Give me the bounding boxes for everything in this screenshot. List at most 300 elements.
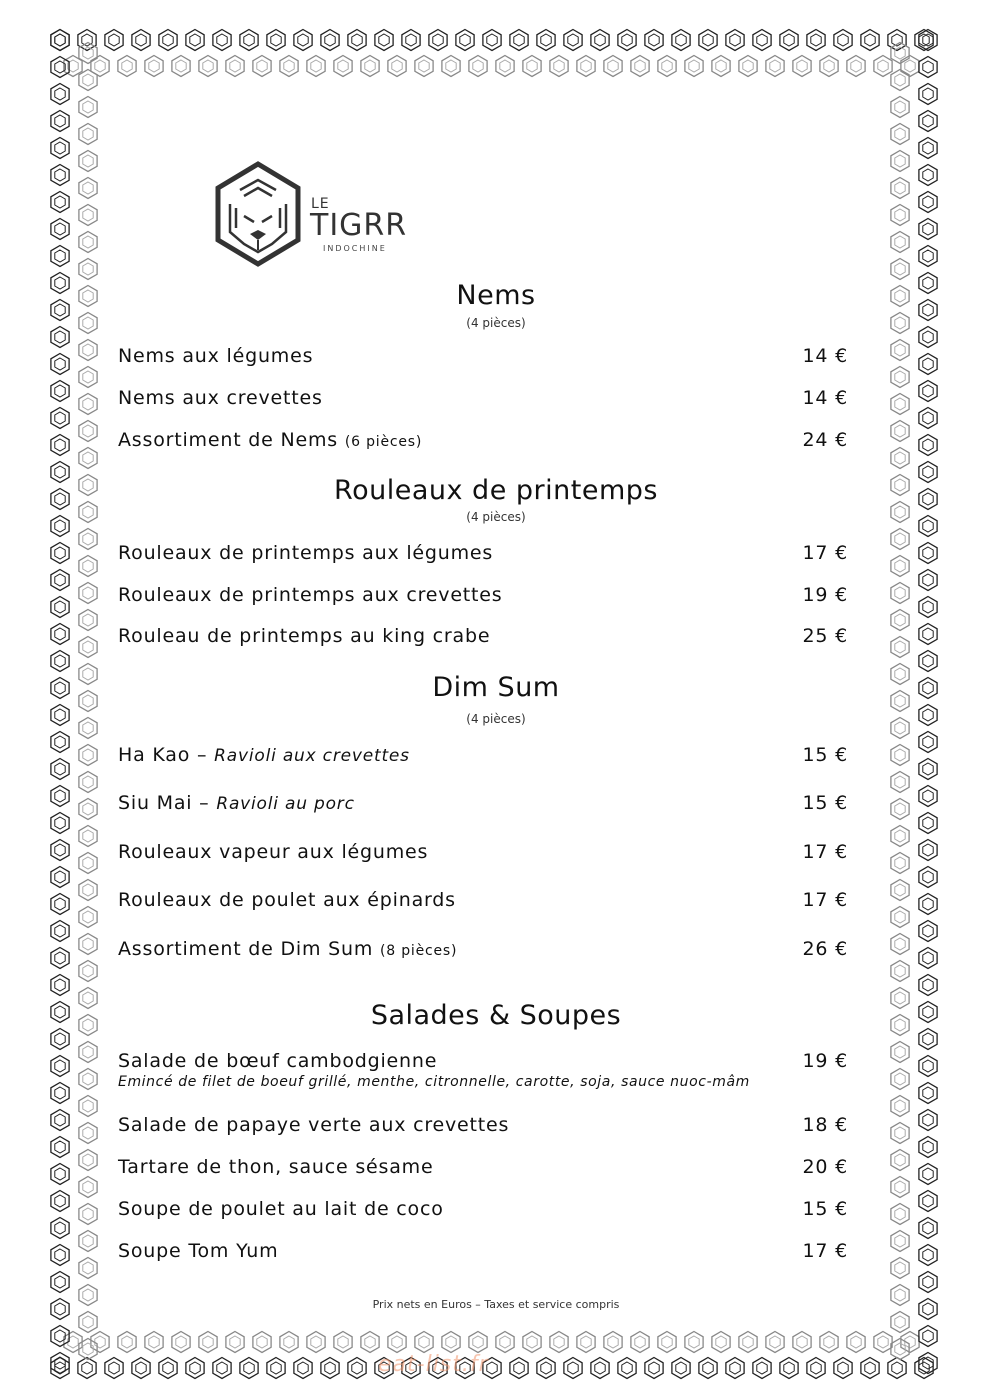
border-hexagon (895, 479, 905, 491)
border-hexagon (83, 182, 93, 194)
border-hexagon (923, 277, 933, 289)
border-hexagon (55, 1195, 65, 1207)
border-hexagon (79, 1258, 97, 1279)
border-hexagon (118, 1332, 136, 1353)
menu-item-translation: Ravioli au porc (216, 794, 355, 814)
border-hexagon (895, 344, 905, 356)
border-hexagon (257, 60, 267, 72)
border-hexagon (253, 56, 271, 77)
border-hexagon (622, 1362, 632, 1374)
border-hexagon (784, 1362, 794, 1374)
border-hexagon (83, 155, 93, 167)
menu-item-label: Nems aux légumes (118, 345, 314, 367)
border-hexagon (577, 56, 595, 77)
border-hexagon (895, 209, 905, 221)
menu-item (118, 792, 848, 822)
border-hexagon (230, 60, 240, 72)
border-hexagon (83, 209, 93, 221)
border-hexagon (919, 1272, 937, 1293)
border-hexagon (55, 1060, 65, 1072)
border-hexagon (51, 786, 69, 807)
border-hexagon (271, 34, 281, 46)
border-hexagon (712, 56, 730, 77)
border-hexagon (888, 1358, 906, 1379)
border-hexagon (577, 1332, 595, 1353)
menu-item-price: 18 € (802, 1114, 848, 1136)
border-hexagon (79, 259, 97, 280)
border-hexagon (163, 1362, 173, 1374)
border-hexagon (895, 452, 905, 464)
border-hexagon (284, 60, 294, 72)
border-hexagon (298, 34, 308, 46)
border-hexagon (267, 30, 285, 51)
border-hexagon (83, 344, 93, 356)
menu-item-price: 17 € (802, 841, 848, 863)
menu-item-translation: Ravioli aux crevettes (214, 746, 410, 766)
border-hexagon (51, 678, 69, 699)
border-hexagon (838, 1362, 848, 1374)
border-hexagon (923, 331, 933, 343)
border-hexagon (923, 682, 933, 694)
border-hexagon (145, 56, 163, 77)
border-hexagon (923, 736, 933, 748)
border-hexagon (55, 1249, 65, 1261)
border-hexagon (83, 1100, 93, 1112)
menu-item-name (118, 1156, 433, 1178)
border-hexagon (79, 313, 97, 334)
border-hexagon (923, 655, 933, 667)
border-hexagon (919, 813, 937, 834)
border-hexagon (79, 205, 97, 226)
border-hexagon (919, 651, 937, 672)
border-hexagon (348, 30, 366, 51)
border-hexagon (83, 965, 93, 977)
border-hexagon (55, 574, 65, 586)
border-hexagon (919, 1002, 937, 1023)
border-hexagon (51, 408, 69, 429)
border-hexagon (51, 759, 69, 780)
border-hexagon (919, 840, 937, 861)
border-hexagon (51, 1056, 69, 1077)
border-hexagon (753, 1358, 771, 1379)
border-hexagon (891, 1150, 909, 1171)
border-hexagon (895, 1262, 905, 1274)
border-hexagon (51, 516, 69, 537)
border-hexagon (51, 300, 69, 321)
border-hexagon (919, 1326, 937, 1347)
menu-item-name (118, 744, 410, 766)
border-hexagon (83, 776, 93, 788)
border-hexagon (595, 1362, 605, 1374)
border-hexagon (662, 1336, 672, 1348)
border-hexagon (55, 1303, 65, 1315)
border-hexagon (699, 30, 717, 51)
border-hexagon (79, 1204, 97, 1225)
border-hexagon (919, 1164, 937, 1185)
border-hexagon (392, 1336, 402, 1348)
border-hexagon (79, 1096, 97, 1117)
border-hexagon (891, 502, 909, 523)
menu-item-label: Tartare de thon, sauce sésame (118, 1156, 434, 1178)
border-hexagon (55, 1006, 65, 1018)
menu-item (118, 345, 848, 375)
border-hexagon (923, 1168, 933, 1180)
border-hexagon (919, 975, 937, 996)
border-hexagon (429, 30, 447, 51)
border-hexagon (55, 196, 65, 208)
watermark-text: eat-list.fr (378, 1352, 489, 1377)
border-hexagon (919, 1191, 937, 1212)
border-hexagon (55, 1087, 65, 1099)
border-hexagon (861, 30, 879, 51)
section-title: Dim Sum (432, 672, 560, 703)
border-hexagon (919, 948, 937, 969)
border-hexagon (203, 1336, 213, 1348)
border-hexagon (892, 1362, 902, 1374)
border-hexagon (55, 88, 65, 100)
border-hexagon (797, 60, 807, 72)
border-hexagon (55, 547, 65, 559)
border-hexagon (923, 196, 933, 208)
border-hexagon (55, 736, 65, 748)
border-hexagon (55, 34, 65, 46)
border-hexagon (51, 543, 69, 564)
border-hexagon (838, 34, 848, 46)
border-hexagon (55, 439, 65, 451)
border-hexagon (55, 628, 65, 640)
border-hexagon (51, 1299, 69, 1320)
border-hexagon (923, 304, 933, 316)
border-hexagon (83, 1235, 93, 1247)
border-hexagon (79, 826, 97, 847)
border-hexagon (618, 1358, 636, 1379)
border-hexagon (919, 732, 937, 753)
border-hexagon (895, 830, 905, 842)
border-hexagon (55, 844, 65, 856)
border-hexagon (923, 790, 933, 802)
border-hexagon (379, 34, 389, 46)
border-hexagon (895, 1181, 905, 1193)
border-hexagon (79, 448, 97, 469)
border-hexagon (51, 1164, 69, 1185)
border-hexagon (190, 34, 200, 46)
menu-item-name (118, 1114, 509, 1136)
border-hexagon (895, 398, 905, 410)
border-hexagon (891, 340, 909, 361)
border-hexagon (79, 151, 97, 172)
border-hexagon (83, 1154, 93, 1166)
border-hexagon (122, 1336, 132, 1348)
border-hexagon (919, 678, 937, 699)
border-hexagon (284, 1336, 294, 1348)
border-hexagon (83, 452, 93, 464)
menu-item-price: 20 € (802, 1156, 848, 1178)
border-hexagon (79, 232, 97, 253)
border-hexagon (79, 97, 97, 118)
border-hexagon (83, 47, 93, 59)
border-hexagon (145, 1332, 163, 1353)
border-hexagon (419, 1336, 429, 1348)
border-hexagon (118, 56, 136, 77)
border-hexagon (622, 34, 632, 46)
border-hexagon (895, 1316, 905, 1328)
border-hexagon (55, 790, 65, 802)
border-hexagon (83, 641, 93, 653)
border-hexagon (203, 60, 213, 72)
menu-item (118, 387, 848, 417)
border-hexagon (919, 30, 937, 51)
border-hexagon (149, 1336, 159, 1348)
border-hexagon (361, 56, 379, 77)
border-hexagon (83, 1073, 93, 1085)
border-hexagon (523, 1332, 541, 1353)
border-hexagon (915, 30, 933, 51)
menu-item-name (118, 625, 490, 647)
border-hexagon (895, 803, 905, 815)
border-hexagon (294, 1358, 312, 1379)
border-hexagon (51, 354, 69, 375)
border-hexagon (541, 34, 551, 46)
border-hexagon (79, 1312, 97, 1333)
border-hexagon (83, 803, 93, 815)
border-hexagon (325, 34, 335, 46)
border-hexagon (55, 1141, 65, 1153)
border-hexagon (923, 979, 933, 991)
border-hexagon (55, 412, 65, 424)
border-hexagon (895, 722, 905, 734)
border-hexagon (51, 57, 69, 78)
border-hexagon (891, 394, 909, 415)
border-hexagon (375, 30, 393, 51)
border-hexagon (895, 155, 905, 167)
border-hexagon (591, 30, 609, 51)
border-hexagon (79, 610, 97, 631)
border-hexagon (334, 1332, 352, 1353)
menu-item (118, 1198, 848, 1228)
border-hexagon (83, 830, 93, 842)
border-hexagon (537, 30, 555, 51)
border-hexagon (83, 479, 93, 491)
border-hexagon (338, 1336, 348, 1348)
border-hexagon (891, 961, 909, 982)
section-subtitle: (4 pièces) (466, 316, 526, 330)
border-hexagon (891, 745, 909, 766)
border-hexagon (891, 1312, 909, 1333)
section-title: Nems (456, 280, 536, 311)
border-hexagon (895, 911, 905, 923)
brand-subtitle: INDOCHINE (323, 244, 387, 253)
border-hexagon (79, 907, 97, 928)
menu-item-name (118, 1050, 437, 1072)
border-hexagon (676, 34, 686, 46)
border-hexagon (919, 759, 937, 780)
border-hexagon (311, 60, 321, 72)
border-hexagon (338, 60, 348, 72)
border-hexagon (919, 138, 937, 159)
border-hexagon (392, 60, 402, 72)
border-hexagon (240, 1358, 258, 1379)
border-hexagon (51, 921, 69, 942)
border-hexagon (267, 1358, 285, 1379)
border-hexagon (891, 421, 909, 442)
price-footer-note: Prix nets en Euros – Taxes et service compris (372, 1298, 620, 1311)
menu-page (118, 150, 848, 1330)
border-hexagon (824, 1336, 834, 1348)
border-hexagon (895, 641, 905, 653)
border-hexagon (311, 1336, 321, 1348)
border-hexagon (891, 313, 909, 334)
border-hexagon (797, 1336, 807, 1348)
border-hexagon (55, 898, 65, 910)
border-hexagon (730, 1362, 740, 1374)
border-hexagon (55, 250, 65, 262)
border-hexagon (891, 1258, 909, 1279)
menu-item-name (118, 584, 503, 606)
border-hexagon (83, 749, 93, 761)
border-hexagon (78, 1358, 96, 1379)
border-hexagon (149, 60, 159, 72)
border-hexagon (51, 867, 69, 888)
border-hexagon (136, 34, 146, 46)
border-hexagon (217, 1362, 227, 1374)
border-hexagon (703, 1362, 713, 1374)
border-hexagon (874, 1332, 892, 1353)
border-hexagon (83, 1208, 93, 1220)
restaurant-logo (210, 160, 410, 270)
border-hexagon (568, 34, 578, 46)
border-hexagon (895, 560, 905, 572)
border-hexagon (923, 1087, 933, 1099)
border-hexagon (923, 871, 933, 883)
border-hexagon (757, 34, 767, 46)
border-hexagon (923, 709, 933, 721)
border-hexagon (83, 1127, 93, 1139)
border-hexagon (895, 101, 905, 113)
border-hexagon (891, 529, 909, 550)
border-hexagon (388, 56, 406, 77)
border-hexagon (865, 34, 875, 46)
border-hexagon (608, 1336, 618, 1348)
border-hexagon (618, 30, 636, 51)
border-hexagon (635, 60, 645, 72)
menu-item-name (118, 429, 422, 451)
border-hexagon (469, 56, 487, 77)
border-hexagon (51, 1358, 69, 1379)
border-hexagon (923, 223, 933, 235)
border-hexagon (79, 1123, 97, 1144)
border-hexagon (83, 533, 93, 545)
border-hexagon (895, 1100, 905, 1112)
border-hexagon (51, 1002, 69, 1023)
menu-item-price: 14 € (802, 345, 848, 367)
border-hexagon (919, 894, 937, 915)
border-hexagon (82, 1362, 92, 1374)
border-hexagon (55, 1033, 65, 1045)
border-hexagon (923, 601, 933, 613)
border-hexagon (186, 30, 204, 51)
border-hexagon (105, 1358, 123, 1379)
border-hexagon (51, 381, 69, 402)
border-hexagon (79, 718, 97, 739)
border-hexagon (923, 439, 933, 451)
border-hexagon (527, 1336, 537, 1348)
border-hexagon (79, 691, 97, 712)
menu-item (118, 1114, 848, 1144)
border-hexagon (923, 1006, 933, 1018)
menu-item-name (118, 938, 457, 960)
border-hexagon (456, 30, 474, 51)
border-hexagon (824, 60, 834, 72)
border-hexagon (726, 30, 744, 51)
border-hexagon (793, 56, 811, 77)
border-hexagon (51, 1191, 69, 1212)
border-hexagon (891, 907, 909, 928)
border-hexagon (83, 1262, 93, 1274)
border-hexagon (923, 1195, 933, 1207)
border-hexagon (685, 56, 703, 77)
border-hexagon (550, 1332, 568, 1353)
border-hexagon (923, 1141, 933, 1153)
border-hexagon (500, 60, 510, 72)
menu-item-price: 17 € (802, 889, 848, 911)
menu-item (118, 625, 848, 655)
menu-item-label: Nems aux crevettes (118, 387, 323, 409)
border-hexagon (415, 56, 433, 77)
border-hexagon (895, 290, 905, 302)
border-hexagon (51, 1110, 69, 1131)
border-hexagon (79, 1042, 97, 1063)
border-hexagon (891, 1096, 909, 1117)
border-hexagon (891, 556, 909, 577)
border-hexagon (685, 1332, 703, 1353)
border-hexagon (79, 475, 97, 496)
border-hexagon (446, 1336, 456, 1348)
border-hexagon (79, 1069, 97, 1090)
border-hexagon (895, 749, 905, 761)
border-hexagon (923, 574, 933, 586)
border-hexagon (307, 56, 325, 77)
border-hexagon (919, 1245, 937, 1266)
border-hexagon (923, 1033, 933, 1045)
border-hexagon (923, 817, 933, 829)
border-hexagon (923, 1222, 933, 1234)
menu-item (118, 1156, 848, 1186)
border-hexagon (834, 1358, 852, 1379)
border-hexagon (891, 1339, 909, 1360)
border-hexagon (645, 1358, 663, 1379)
border-hexagon (766, 1332, 784, 1353)
border-hexagon (919, 354, 937, 375)
border-hexagon (895, 992, 905, 1004)
border-hexagon (895, 1127, 905, 1139)
border-hexagon (473, 1336, 483, 1348)
border-hexagon (510, 1358, 528, 1379)
border-hexagon (891, 259, 909, 280)
menu-item-price: 24 € (802, 429, 848, 451)
border-hexagon (79, 880, 97, 901)
border-hexagon (676, 1362, 686, 1374)
border-hexagon (753, 30, 771, 51)
border-hexagon (919, 111, 937, 132)
border-hexagon (442, 56, 460, 77)
menu-item-price: 26 € (802, 938, 848, 960)
border-hexagon (307, 1332, 325, 1353)
menu-item (118, 889, 848, 919)
border-hexagon (95, 1336, 105, 1348)
menu-item (118, 584, 848, 614)
border-hexagon (895, 776, 905, 788)
border-hexagon (55, 520, 65, 532)
